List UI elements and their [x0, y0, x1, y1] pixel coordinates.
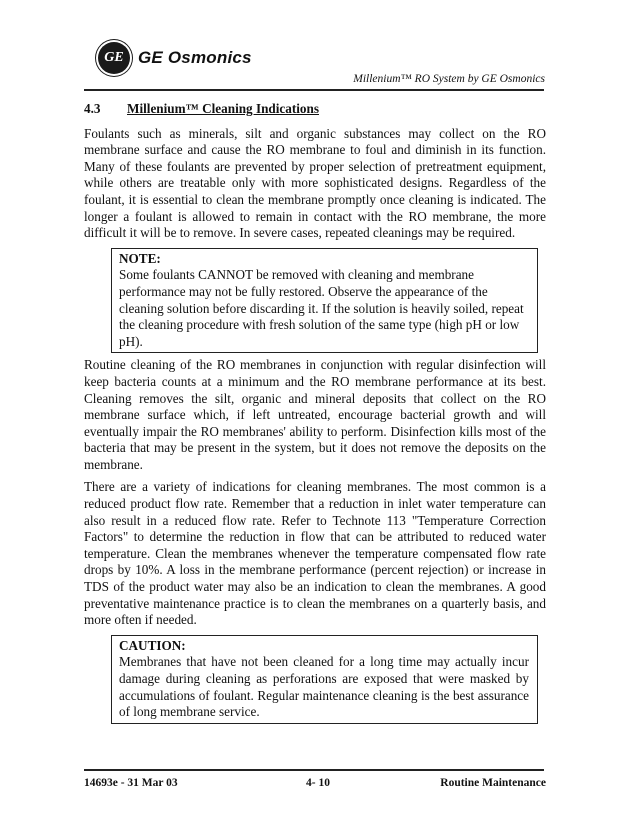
brand-name: GE Osmonics: [138, 48, 252, 67]
page-content: [84, 101, 546, 728]
note-text: Some foulants CANNOT be removed with cleaning and membrane performance may not be fully restored. Observe the appearance of the cleaning solution before discarding it. If the solution is heavily soiled, repeat the cleaning procedure with fresh solution of the same type (high pH or low pH).: [119, 267, 524, 349]
note-heading: NOTE:: [119, 250, 161, 266]
paragraph-indications: There are a variety of indications for cleaning membranes. The most common is a reduced product flow rate. Remember that a reduction in inlet water temperature can also result in a reduced flow rate. Refer to Technote 113 "Temperature Correction Factors" to determine the reduction in flow that can be attributed to reduced water temperature. Clean the membranes whenever the temperature compensated flow rate drops by 10%. A loss in the membrane performance (percent rejection) or increase in TDS of the product water may also be an indication to clean the membranes. A good preventative maintenance practice is to clean the membranes on a quarterly basis, and more often if needed.: [84, 479, 546, 628]
footer-doc-id: 14693e - 31 Mar 03: [84, 777, 178, 789]
section-heading: [84, 101, 546, 118]
footer-chapter: Routine Maintenance: [440, 777, 546, 789]
footer-divider: [84, 769, 544, 771]
footer-page-number: 4- 10: [306, 777, 330, 789]
note-box: [111, 248, 538, 354]
section-title: Millenium™ Cleaning Indications: [127, 101, 319, 116]
section-number: 4.3: [84, 101, 101, 116]
ge-osmonics-logo: [98, 42, 252, 74]
paragraph-foulants: Foulants such as minerals, silt and organic substances may collect on the RO membrane surface and cause the RO membrane to foul and diminish in its function. Many of these foulants are prevented by proper selection of pretreatment equipment, while others are treatable only with more sophisticated designs. Regardless of the foulant, it is essential to clean the membrane promptly once cleaning is indicated. The longer a foulant is allowed to remain in contact with the RO membrane, the more difficult it will be to remove. In severe cases, repeated cleanings may be required.: [84, 125, 546, 241]
caution-heading: CAUTION:: [119, 637, 186, 653]
document-title: Millenium™ RO System by GE Osmonics: [353, 73, 545, 85]
header-divider: [84, 89, 544, 91]
caution-text: Membranes that have not been cleaned for a long time may actually incur damage during cleaning as perforations are exposed that were masked by accumulations of foulant. Regular maintenance cleaning is the best assurance of long membrane service.: [119, 654, 529, 720]
paragraph-routine-cleaning: Routine cleaning of the RO membranes in conjunction with regular disinfection will keep bacteria counts at a minimum and the RO membrane performance at its best. Cleaning removes the silt, organic and mineral deposits that collect on the RO membrane surface which, if left untreated, encourage bacterial growth and will eventually impair the RO membranes' ability to perform. Disinfection kills most of the bacteria that may be present in the system, but it does not remove the deposits on the membrane.: [84, 357, 546, 472]
caution-box: [111, 635, 538, 724]
ge-monogram-icon: GE: [98, 42, 130, 74]
